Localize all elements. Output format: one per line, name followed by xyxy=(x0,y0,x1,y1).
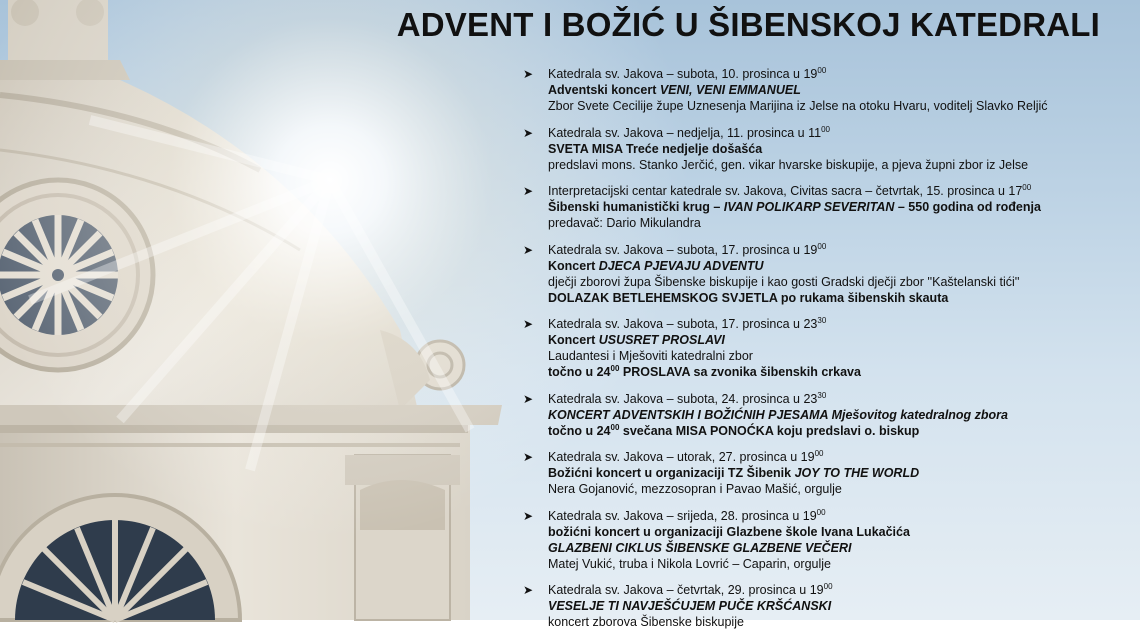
event-when: Katedrala sv. Jakova – subota, 24. prosinca u $23^{30}$ xyxy=(548,390,827,406)
event-extra: DOLAZAK BETLEHEMSKOG SVJETLA po rukama šibenskih skauta xyxy=(548,290,949,305)
event-item xyxy=(520,508,1120,572)
arrow-bullet-icon: ➤ xyxy=(523,184,534,198)
event-description: predavač: Dario Mikulandra xyxy=(548,216,701,230)
event-item xyxy=(520,242,1120,306)
event-item xyxy=(520,582,1120,630)
arrow-bullet-icon: ➤ xyxy=(523,583,534,597)
arrow-bullet-icon: ➤ xyxy=(523,450,534,464)
arrow-bullet-icon: ➤ xyxy=(523,242,534,257)
event-item xyxy=(520,449,1120,497)
event-list xyxy=(520,66,1120,641)
event-description: predslavi mons. Stanko Jerčić, gen. vikar hvarske biskupije, a pjeva župni zbor iz Jelse xyxy=(548,157,1029,172)
event-description: Nera Gojanović, mezzosopran i Pavao Mašić, orgulje xyxy=(548,482,842,496)
event-when: Katedrala sv. Jakova – četvrtak, 29. prosinca u $19^{00}$ xyxy=(548,581,833,597)
event-when: Interpretacijski centar katedrale sv. Jakova, Civitas sacra – četvrtak, 15. prosinca u $17^{00}$ xyxy=(548,182,1032,198)
event-extra: točno u $24^{00}$ svečana MISA PONOĆKA koju predslavi o. biskup xyxy=(548,422,920,438)
event-title: VESELJE TI NAVJEŠĆUJEM PUČE KRŠĆANSKI xyxy=(548,599,832,613)
event-item xyxy=(520,183,1120,231)
event-title: Koncert DJECA PJEVAJU ADVENTU xyxy=(548,258,764,273)
event-when: Katedrala sv. Jakova – srijeda, 28. prosinca u $19^{00}$ xyxy=(548,507,826,523)
event-description: Laudantesi i Mješoviti katedralni zbor xyxy=(548,349,753,363)
event-title: Šibenski humanistički krug – IVAN POLIKARP SEVERITAN – 550 godina od rođenja xyxy=(548,200,1041,214)
arrow-bullet-icon: ➤ xyxy=(523,125,534,140)
event-title: KONCERT ADVENTSKIH I BOŽIĆNIH PJESAMA Mješovitog katedralnog zbora xyxy=(548,407,1009,422)
arrow-bullet-icon: ➤ xyxy=(523,67,534,81)
event-item xyxy=(520,125,1120,173)
arrow-bullet-icon: ➤ xyxy=(523,508,534,523)
event-when: Katedrala sv. Jakova – subota, 17. prosinca u $19^{00}$ xyxy=(548,241,827,257)
event-when: Katedrala sv. Jakova – subota, 17. prosinca u $23^{30}$ xyxy=(548,315,827,331)
event-when: Katedrala sv. Jakova – subota, 10. prosinca u $19^{00}$ xyxy=(548,65,827,81)
event-when: Katedrala sv. Jakova – nedjelja, 11. prosinca u $11^{00}$ xyxy=(548,124,830,140)
event-when: Katedrala sv. Jakova – utorak, 27. prosinca u $19^{00}$ xyxy=(548,448,824,464)
event-title: Božićni koncert u organizaciji TZ Šibenik JOY TO THE WORLD xyxy=(548,466,920,480)
event-description: Zbor Svete Cecilije župe Uznesenja Marijina iz Jelse na otoku Hvaru, voditelj Slavko Reljić xyxy=(548,99,1048,113)
event-item xyxy=(520,66,1120,114)
event-title: SVETA MISA Treće nedjelje došašća xyxy=(548,141,763,156)
arrow-bullet-icon: ➤ xyxy=(523,317,534,331)
event-title: Adventski koncert VENI, VENI EMMANUEL xyxy=(548,83,801,97)
event-extra: točno u $24^{00}$ PROSLAVA sa zvonika šibenskih crkava xyxy=(548,363,861,379)
event-title: Koncert USUSRET PROSLAVI xyxy=(548,333,725,347)
arrow-bullet-icon: ➤ xyxy=(523,391,534,406)
event-item xyxy=(520,391,1120,439)
event-subtitle: GLAZBENI CIKLUS ŠIBENSKE GLAZBENE VEČERI xyxy=(548,540,852,555)
poster-title: ADVENT I BOŽIĆ U ŠIBENSKOJ KATEDRALI xyxy=(396,6,1100,43)
event-title: božićni koncert u organizaciji Glazbene škole Ivana Lukačića xyxy=(548,524,910,539)
event-description: koncert zborova Šibenske biskupije xyxy=(548,615,744,629)
event-description: Matej Vukić, truba i Nikola Lovrić – Caparin, orgulje xyxy=(548,556,831,571)
event-item xyxy=(520,316,1120,380)
event-description: dječji zborovi župa Šibenske biskupije i kao gosti Gradski dječji zbor ''Kaštelanski tići'' xyxy=(548,274,1020,289)
